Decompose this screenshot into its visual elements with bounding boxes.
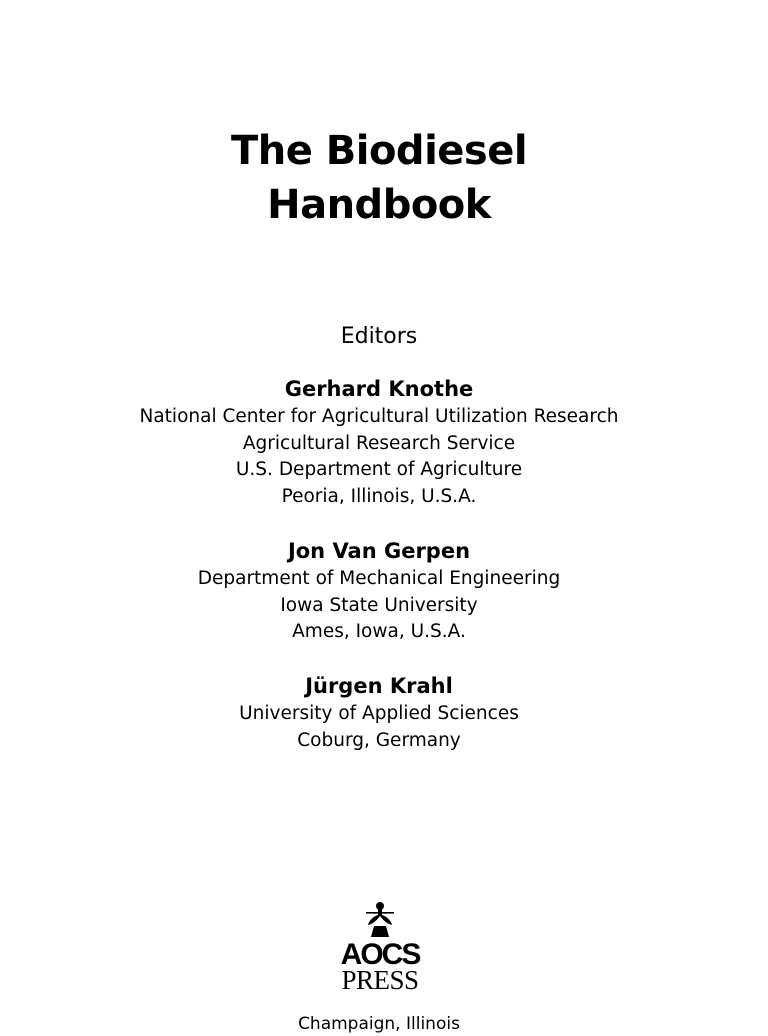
book-title-line-2: Handbook: [267, 182, 491, 228]
editor-name: Gerhard Knothe: [284, 377, 474, 401]
editor-affiliation-line: Peoria, Illinois, U.S.A.: [281, 485, 477, 507]
publisher-location: Champaign, Illinois: [298, 1014, 460, 1034]
editor-affiliation-line: Iowa State University: [280, 594, 478, 616]
editor-block: [0, 536, 758, 646]
editor-name: Jürgen Krahl: [305, 674, 453, 698]
editor-affiliation-line: U.S. Department of Agriculture: [235, 459, 523, 480]
book-title: [0, 124, 758, 232]
book-title-line-1: The Biodiesel: [230, 128, 528, 174]
logo-text-press: PRESS: [341, 965, 419, 995]
editor-affiliation-line: Coburg, Germany: [297, 729, 461, 751]
editor-block: [0, 374, 758, 510]
editor-block: [0, 671, 758, 754]
editors-heading: Editors: [340, 324, 418, 349]
editor-affiliation-line: Ames, Iowa, U.S.A.: [292, 621, 466, 642]
editor-affiliation-line: National Center for Agricultural Utilization Research: [139, 406, 619, 427]
publisher-logo: [330, 900, 430, 1000]
editor-name: Jon Van Gerpen: [287, 539, 471, 563]
aocs-emblem-icon: [360, 900, 400, 940]
logo-text-aocs: AOCS: [340, 938, 420, 971]
editor-affiliation-line: Agricultural Research Service: [242, 432, 516, 454]
editor-affiliation-line: University of Applied Sciences: [239, 703, 519, 724]
editor-affiliation-line: Department of Mechanical Engineering: [197, 568, 561, 589]
